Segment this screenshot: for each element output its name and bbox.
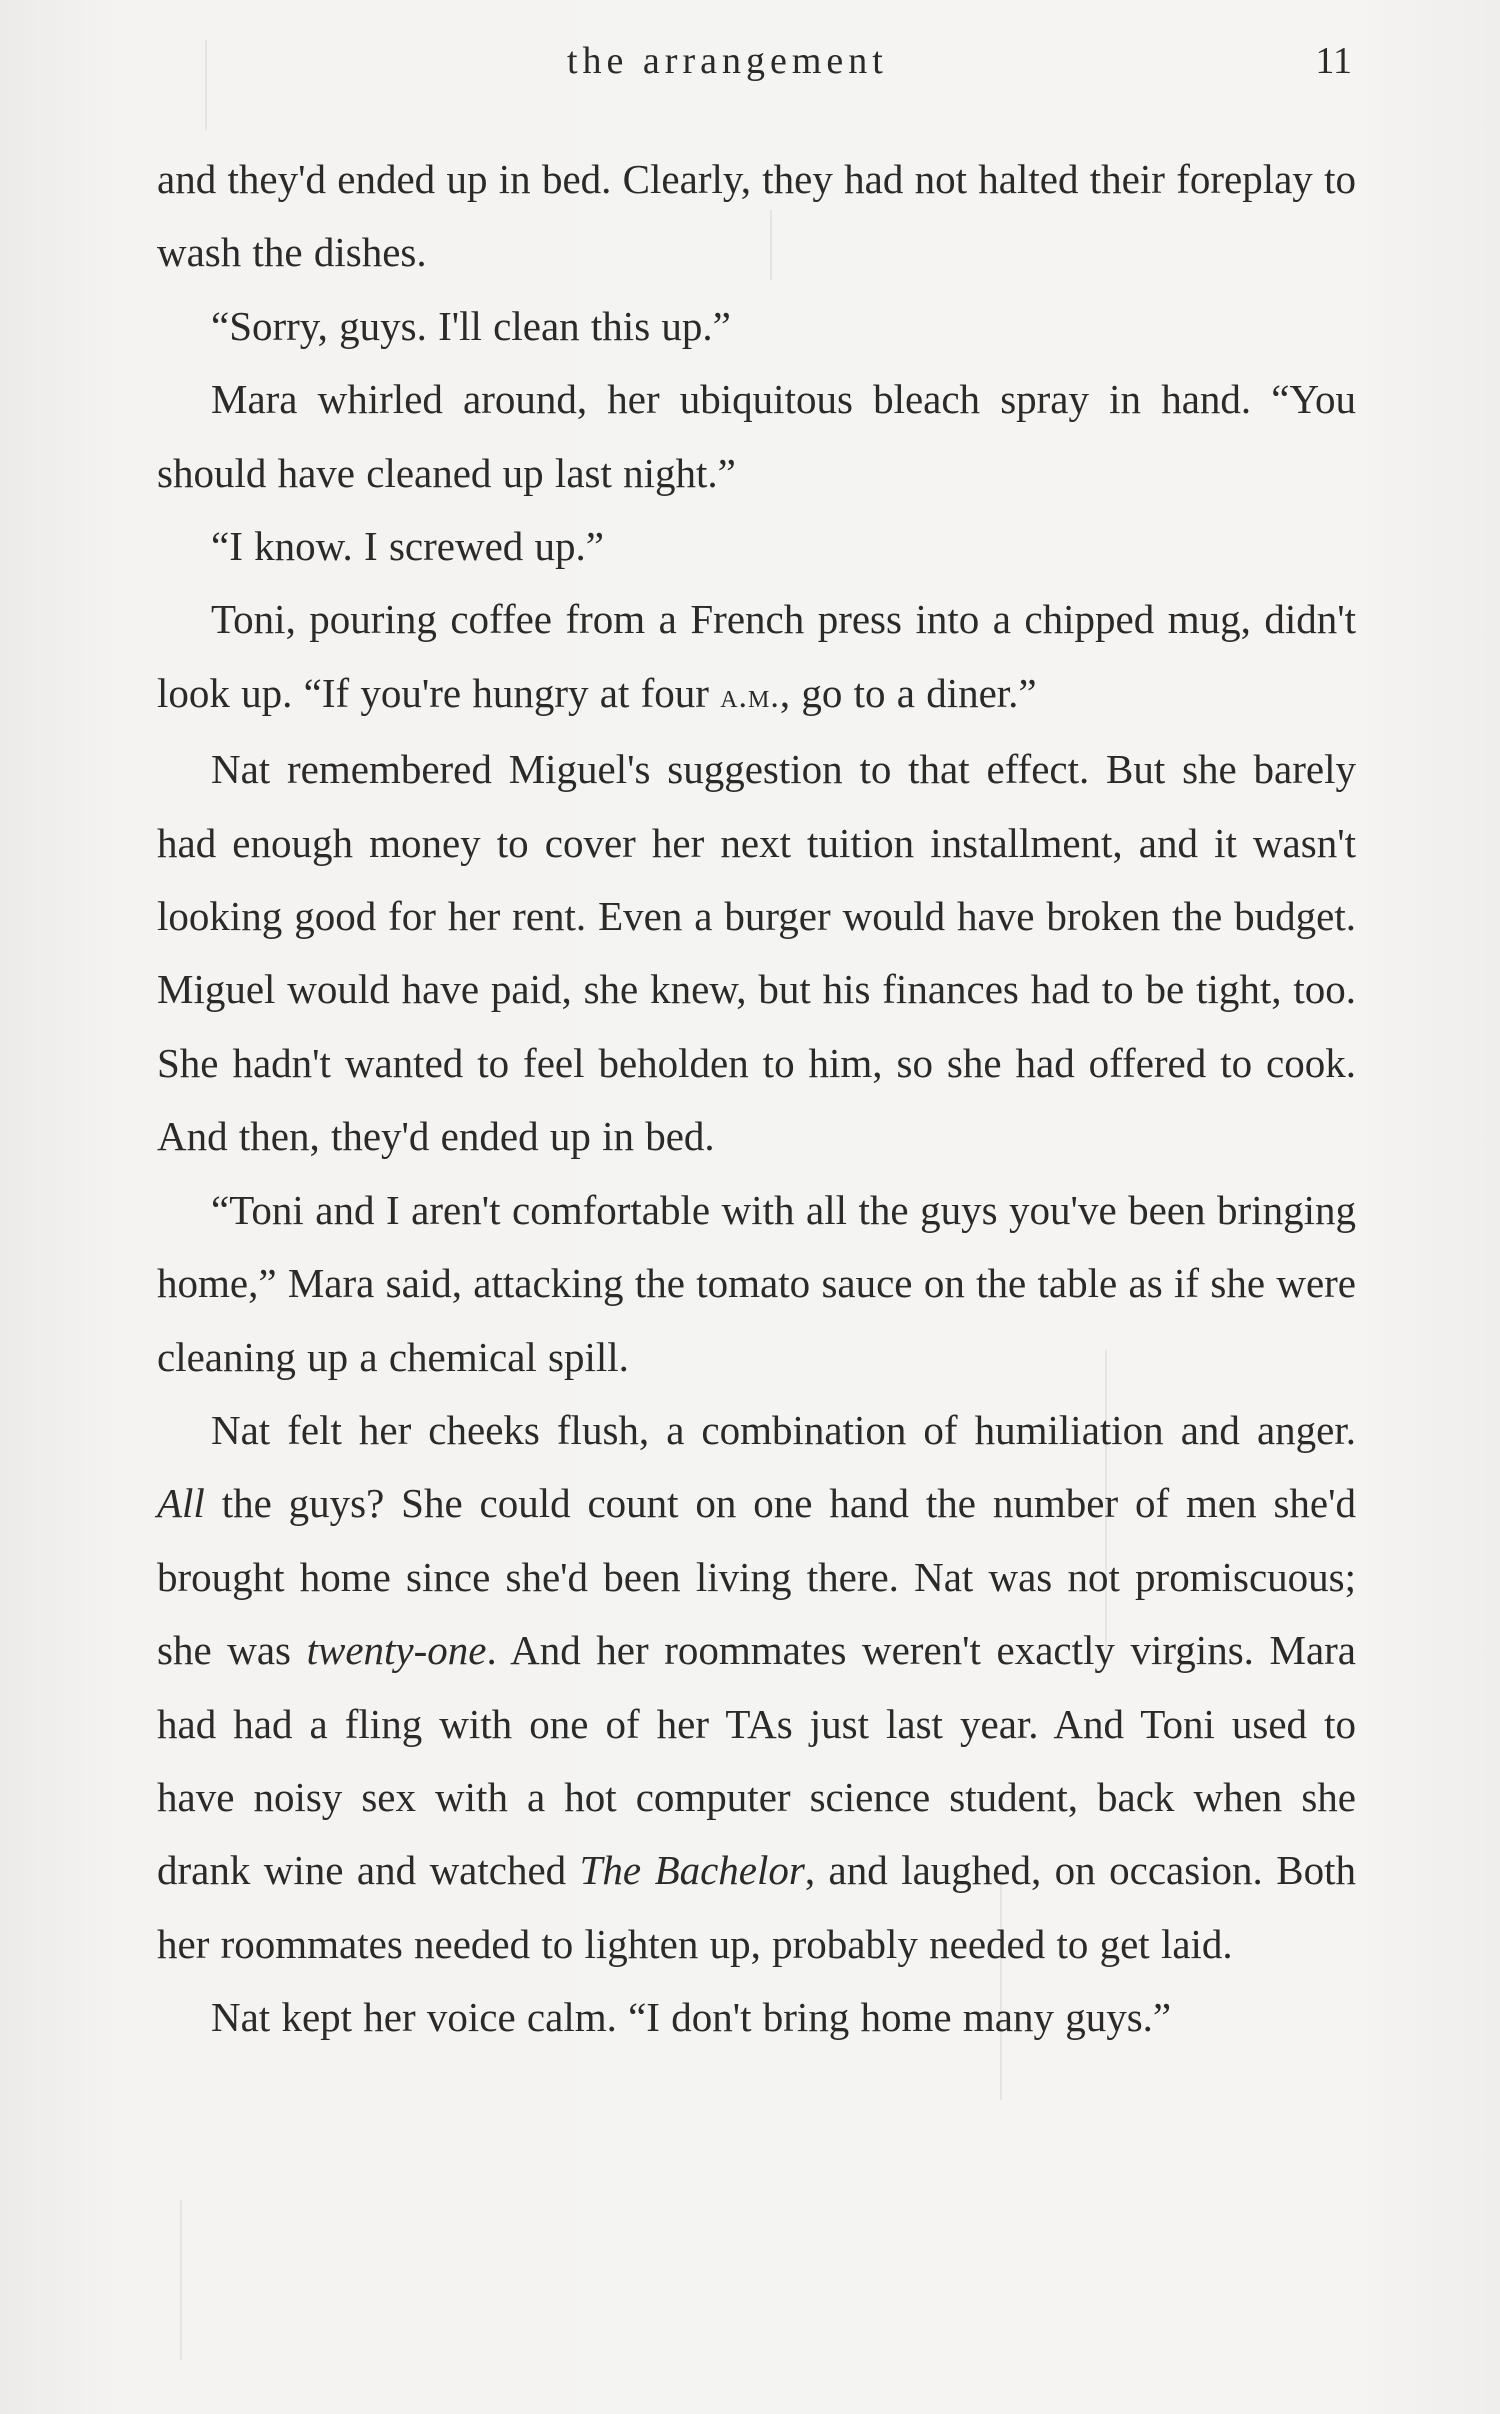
paragraph: and they'd ended up in bed. Clearly, they had not halted their foreplay to wash the dishes. — [157, 156, 1356, 276]
paragraph: “Toni and I aren't comfortable with all the guys you've been bringing home,” Mara said, attacking the tomato sauce on the table as if she were cleaning up a chemical spill. — [157, 1186, 1356, 1380]
running-title: the arrangement — [567, 40, 888, 82]
paragraph-text: , go to a diner.” — [779, 669, 1037, 716]
show-through-mark — [180, 2200, 182, 2360]
paragraph: Nat remembered Miguel's suggestion to that effect. But she barely had enough money to cover her next tuition installment, and it wasn't looking good for her rent. Even a burger would have broken the budget. Miguel would have paid, she knew, but his finances had to be tight, too. She hadn't wanted to feel beholden to him, so she had offered to cook. And then, they'd ended up in bed. — [157, 746, 1356, 1160]
paragraph-text: Nat felt her cheeks flush, a combination of humiliation and anger. — [211, 1406, 1356, 1453]
paragraph — [157, 1394, 1356, 1981]
paragraph-text: , and laughed, on occasion. Both her roommates needed to lighten up, probably needed to get laid. — [157, 1847, 1356, 1967]
page-number: 11 — [1315, 40, 1352, 82]
paragraph — [157, 583, 1356, 733]
paragraph: “I know. I screwed up.” — [211, 523, 604, 570]
small-caps-time: a.m. — [720, 677, 780, 715]
paragraph: Nat kept her voice calm. “I don't bring home many guys.” — [211, 1994, 1172, 2041]
running-head — [0, 36, 1500, 86]
italic-emphasis: twenty-one — [306, 1627, 487, 1674]
paragraph: Mara whirled around, her ubiquitous bleach spray in hand. “You should have cleaned up last night.” — [157, 376, 1356, 496]
paragraph-text: the guys? She could count on one hand the number of men she'd brought home since she'd been living there. Nat was not promiscuous; she was — [157, 1480, 1356, 1674]
italic-emphasis: All — [157, 1480, 205, 1527]
paragraph: “Sorry, guys. I'll clean this up.” — [211, 302, 731, 349]
body-text — [157, 143, 1356, 2055]
paragraph-text: Toni, pouring coffee from a French press into a chipped mug, didn't look up. “If you're hungry at four — [157, 596, 1356, 716]
italic-title: The Bachelor — [579, 1847, 805, 1894]
paragraph-text: . And her roommates weren't exactly virgins. Mara had had a fling with one of her TAs just last year. And Toni used to have noisy sex with a hot computer science student, back when she drank wine and watched — [157, 1627, 1356, 1894]
